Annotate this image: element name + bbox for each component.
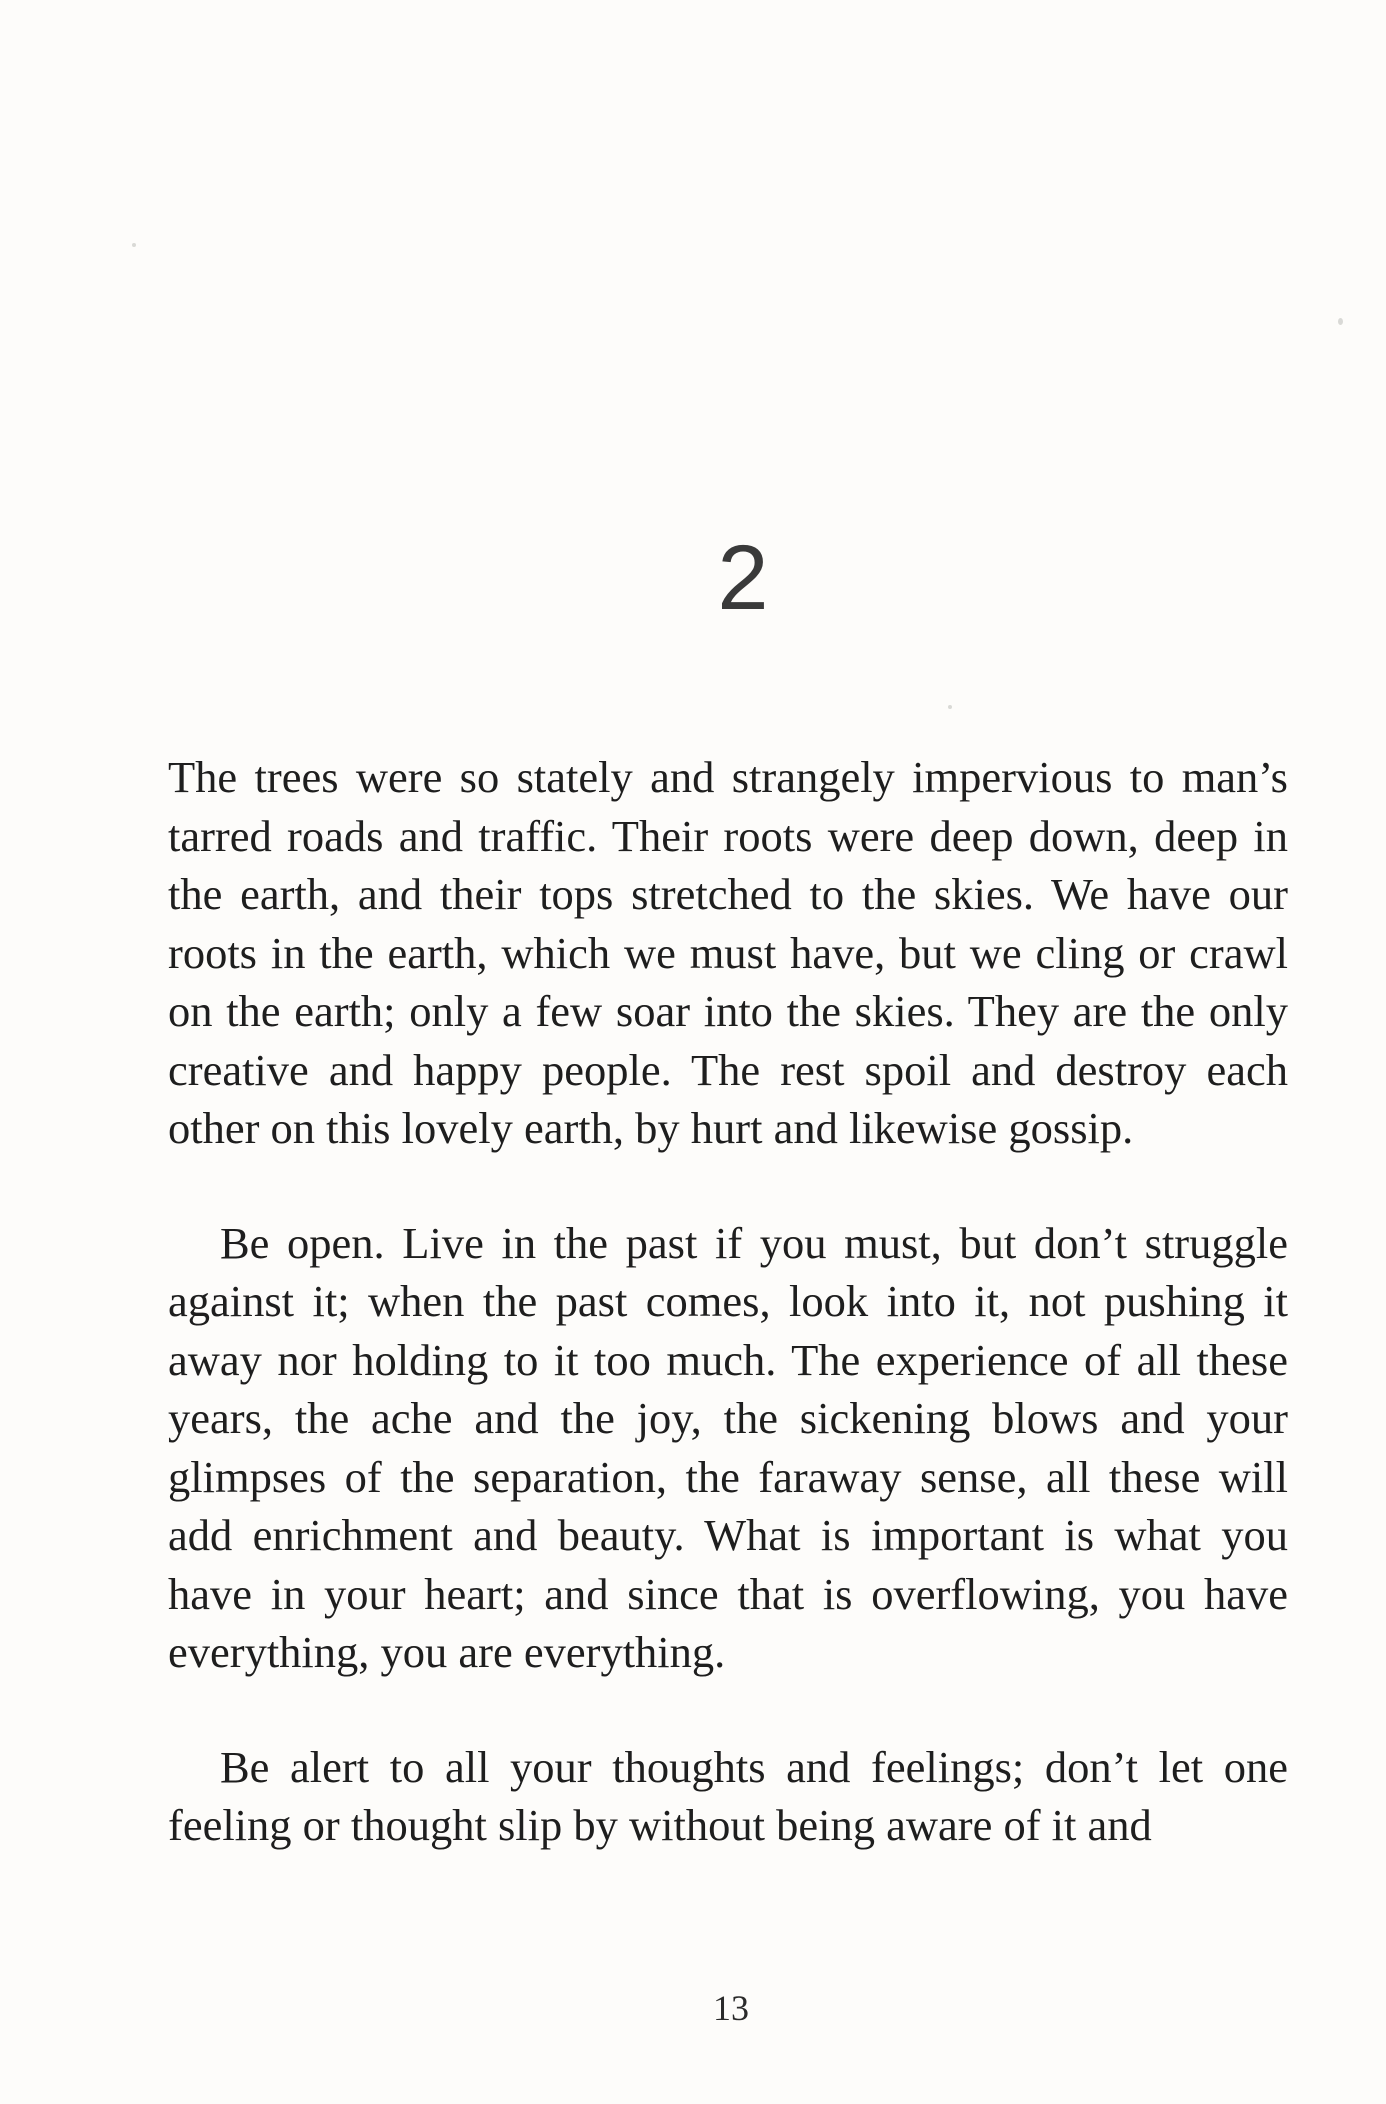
paper-speck	[132, 243, 136, 247]
page-number: 13	[713, 1988, 749, 2028]
paper-speck	[1338, 318, 1343, 325]
paragraph-2: Be open. Live in the past if you must, but don’t struggle against it; when the past comes, look into it, not pushing it away nor holding to it too much. The experience of all these years, the ache and the joy, the sickening blows and your glimpses of the separation, the faraway sense, all these will add enrichment and beauty. What is important is what you have in your heart; and since that is overflowing, you have everything, you are everything.	[168, 1217, 1288, 1677]
paragraph-3: Be alert to all your thoughts and feelings; don’t let one feeling or thought slip by without being aware of it and	[168, 1741, 1288, 1850]
paper-speck	[948, 705, 952, 709]
body-text	[168, 748, 1288, 1911]
paragraph-1: The trees were so stately and strangely impervious to man’s tarred roads and traffic. Their roots were deep down, deep in the earth, and their tops stretched to the skies. We have our roots in the earth, which we must have, but we cling or crawl on the earth; only a few soar into the skies. They are the only creative and happy people. The rest spoil and destroy each other on this lovely earth, by hurt and likewise gossip.	[168, 752, 1288, 1153]
chapter-number: 2	[717, 527, 769, 629]
